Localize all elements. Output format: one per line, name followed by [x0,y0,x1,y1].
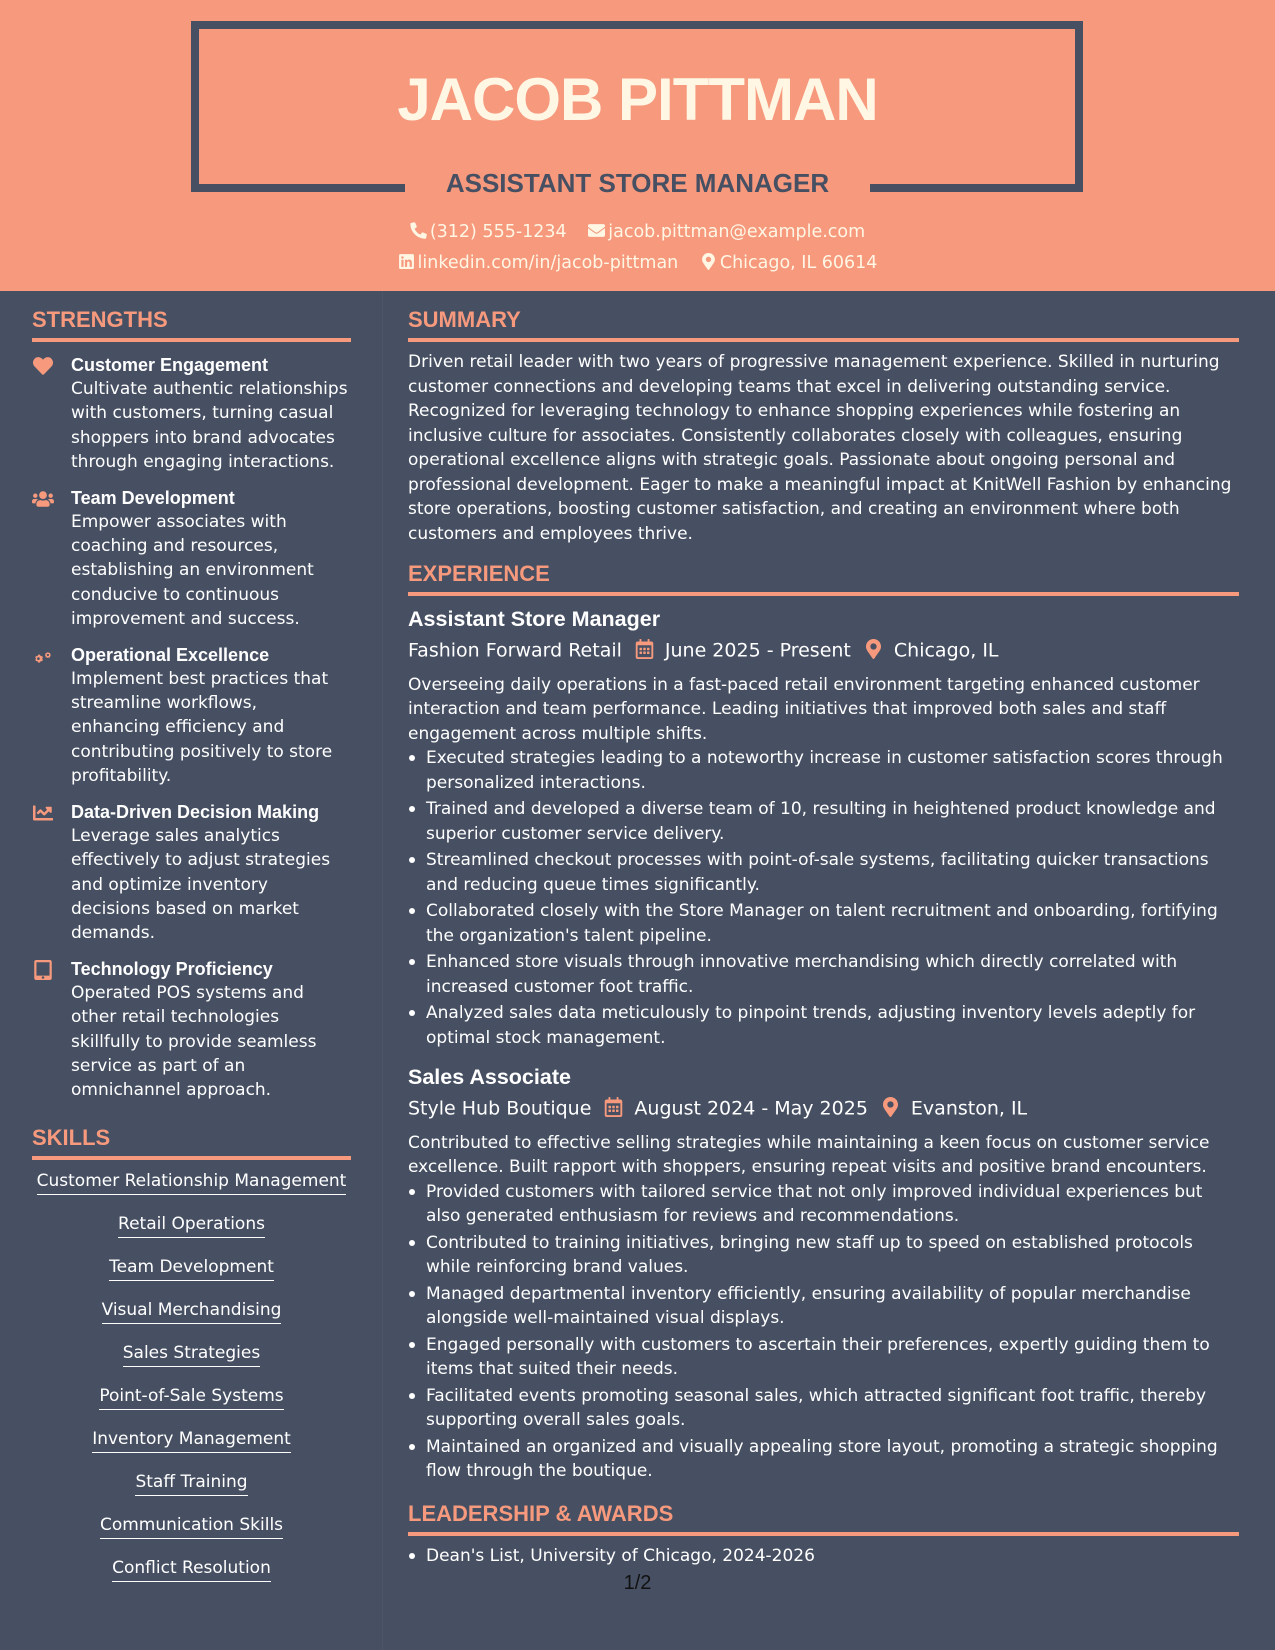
summary-text: Driven retail leader with two years of progressive management experience. Skilled in nurturing customer connections and developing teams that excel in delivering outstanding service. Recognized for leveraging technology to enhance shopping experiences while fostering an inclusive culture for associates. Consistently collaborates closely with colleagues, ensuring operational excellence aligns with strategic goals. Passionate about ongoing personal and professional development. Eager to make a meaningful impact at KnitWell Fashion by enhancing store operations, boosting customer satisfaction, and creating an environment where both customers and employees thrive. [408,352,1232,544]
map-marker-icon [881,1097,900,1117]
email-text: jacob.pittman@example.com [608,222,866,242]
skill-item: Customer Relationship Management [37,1170,347,1195]
strength-description: Implement best practices that streamline workflows, enhancing efficiency and contributing positively to store profitability. [71,668,333,787]
strength-item [32,486,351,632]
phone-contact[interactable] [410,220,567,244]
strength-title: Customer Engagement [71,355,269,375]
job-meta [408,1094,1239,1123]
strength-title: Data-Driven Decision Making [71,801,320,822]
bullet-item: Trained and developed a diverse team of 10, resulting in heightened product knowledge and superior customer service delivery. [408,797,1239,846]
tablet-icon [32,960,54,980]
contact-row-2 [0,251,1275,275]
users-icon [32,489,54,509]
map-marker-icon [864,639,883,659]
line-chart-icon [32,803,54,823]
phone-text: (312) 555-1234 [429,222,567,242]
experience-heading: EXPERIENCE [408,560,1239,596]
skill-item: Visual Merchandising [102,1299,282,1324]
skill-item: Inventory Management [92,1428,291,1453]
skills-heading: SKILLS [32,1124,351,1160]
bullet-item: Executed strategies leading to a noteworthy increase in customer satisfaction scores through personalized interactions. [408,746,1239,795]
bullet-item: Enhanced store visuals through innovative merchandising which directly correlated with increased customer foot traffic. [408,950,1239,999]
skill-item: Point-of-Sale Systems [99,1385,283,1410]
skill-item: Communication Skills [100,1514,283,1539]
job-company: Fashion Forward Retail [408,639,622,662]
resume-header [0,0,1275,291]
strength-description: Cultivate authentic relationships with customers, turning casual shoppers into brand advocates through engaging interactions. [71,379,348,473]
bullet-item: Analyzed sales data meticulously to pinpoint trends, adjusting inventory levels adeptly for optimal stock management. [408,1001,1239,1050]
strength-item [32,353,351,475]
skills-list [32,1170,351,1582]
job-role: Sales Associate [408,1065,571,1089]
phone-icon [410,222,427,239]
skill-item: Staff Training [135,1471,247,1496]
location-contact [700,251,878,275]
job-description: Contributed to effective selling strategies while maintaining a keen focus on customer service excellence. Built rapport with shoppers, ensuring repeat visits and positive brand encounters. [408,1132,1210,1177]
bullet-item: Collaborated closely with the Store Manager on talent recruitment and onboarding, fortifying the organization's talent pipeline. [408,899,1239,948]
job-location: Chicago, IL [893,639,999,662]
award-item: Dean's List, University of Chicago, 2024-2026 [408,1544,1239,1569]
job-company: Style Hub Boutique [408,1097,592,1120]
strength-title: Technology Proficiency [71,958,273,979]
job-role: Assistant Store Manager [408,607,661,631]
page-number: 1/2 [623,1572,652,1594]
summary-heading: SUMMARY [408,306,1239,342]
cogs-icon [32,646,54,666]
job-title: ASSISTANT STORE MANAGER [445,168,830,198]
linkedin-icon [398,253,415,270]
job-bullets [408,1180,1239,1484]
strength-item [32,957,351,1103]
strength-description: Operated POS systems and other retail technologies skillfully to provide seamless service as part of an omnichannel approach. [71,982,317,1101]
heart-icon [32,356,54,376]
job-description: Overseeing daily operations in a fast-paced retail environment targeting enhanced customer interaction and team performance. Leading initiatives that improved both sales and staff engagement across multiple shifts. [408,674,1200,744]
skill-item: Retail Operations [118,1213,265,1238]
job-dates: June 2025 - Present [664,639,851,662]
linkedin-contact[interactable] [398,251,679,275]
bullet-item: Maintained an organized and visually appealing store layout, promoting a strategic shopping flow through the boutique. [408,1435,1239,1484]
strength-description: Empower associates with coaching and resources, establishing an environment conducive to continuous improvement and success. [71,511,314,630]
leadership-heading: LEADERSHIP & AWARDS [408,1500,1239,1536]
skill-item: Sales Strategies [123,1342,260,1367]
map-marker-icon [700,253,717,270]
bullet-item: Provided customers with tailored service that not only improved individual experiences but also generated enthusiasm for reviews and recommendations. [408,1180,1239,1229]
contact-row-1 [0,220,1275,244]
leadership-list [408,1544,1239,1569]
strength-item [32,800,351,946]
strength-title: Operational Excellence [71,644,270,665]
skill-item: Conflict Resolution [112,1557,271,1582]
job-meta [408,636,1239,665]
job-location: Evanston, IL [910,1097,1028,1120]
job-entry [408,1063,1239,1484]
left-column [32,306,351,1600]
strength-item [32,643,351,789]
strength-description: Leverage sales analytics effectively to adjust strategies and optimize inventory decisions based on market demands. [71,825,331,944]
bullet-item: Engaged personally with customers to ascertain their preferences, expertly guiding them to items that suited their needs. [408,1333,1239,1382]
envelope-icon [588,222,605,239]
strengths-heading: STRENGTHS [32,306,351,342]
job-bullets [408,746,1239,1050]
location-text: Chicago, IL 60614 [719,253,878,273]
calendar-icon [604,1097,623,1117]
right-column [408,306,1239,1570]
calendar-icon [635,639,654,659]
candidate-name: JACOB PITTMAN [397,66,878,133]
bullet-item: Managed departmental inventory efficiently, ensuring availability of popular merchandise alongside well-maintained visual displays. [408,1282,1239,1331]
bullet-item: Streamlined checkout processes with point-of-sale systems, facilitating quicker transactions and reducing queue times significantly. [408,848,1239,897]
bullet-item: Facilitated events promoting seasonal sales, which attracted significant foot traffic, thereby supporting overall sales goals. [408,1384,1239,1433]
linkedin-text: linkedin.com/in/jacob-pittman [417,253,679,273]
job-entry [408,605,1239,1050]
email-contact[interactable] [588,220,865,244]
skill-item: Team Development [109,1256,274,1281]
job-dates: August 2024 - May 2025 [634,1097,868,1120]
bullet-item: Contributed to training initiatives, bringing new staff up to speed on established protocols while reinforcing brand values. [408,1231,1239,1280]
strength-title: Team Development [71,487,235,508]
